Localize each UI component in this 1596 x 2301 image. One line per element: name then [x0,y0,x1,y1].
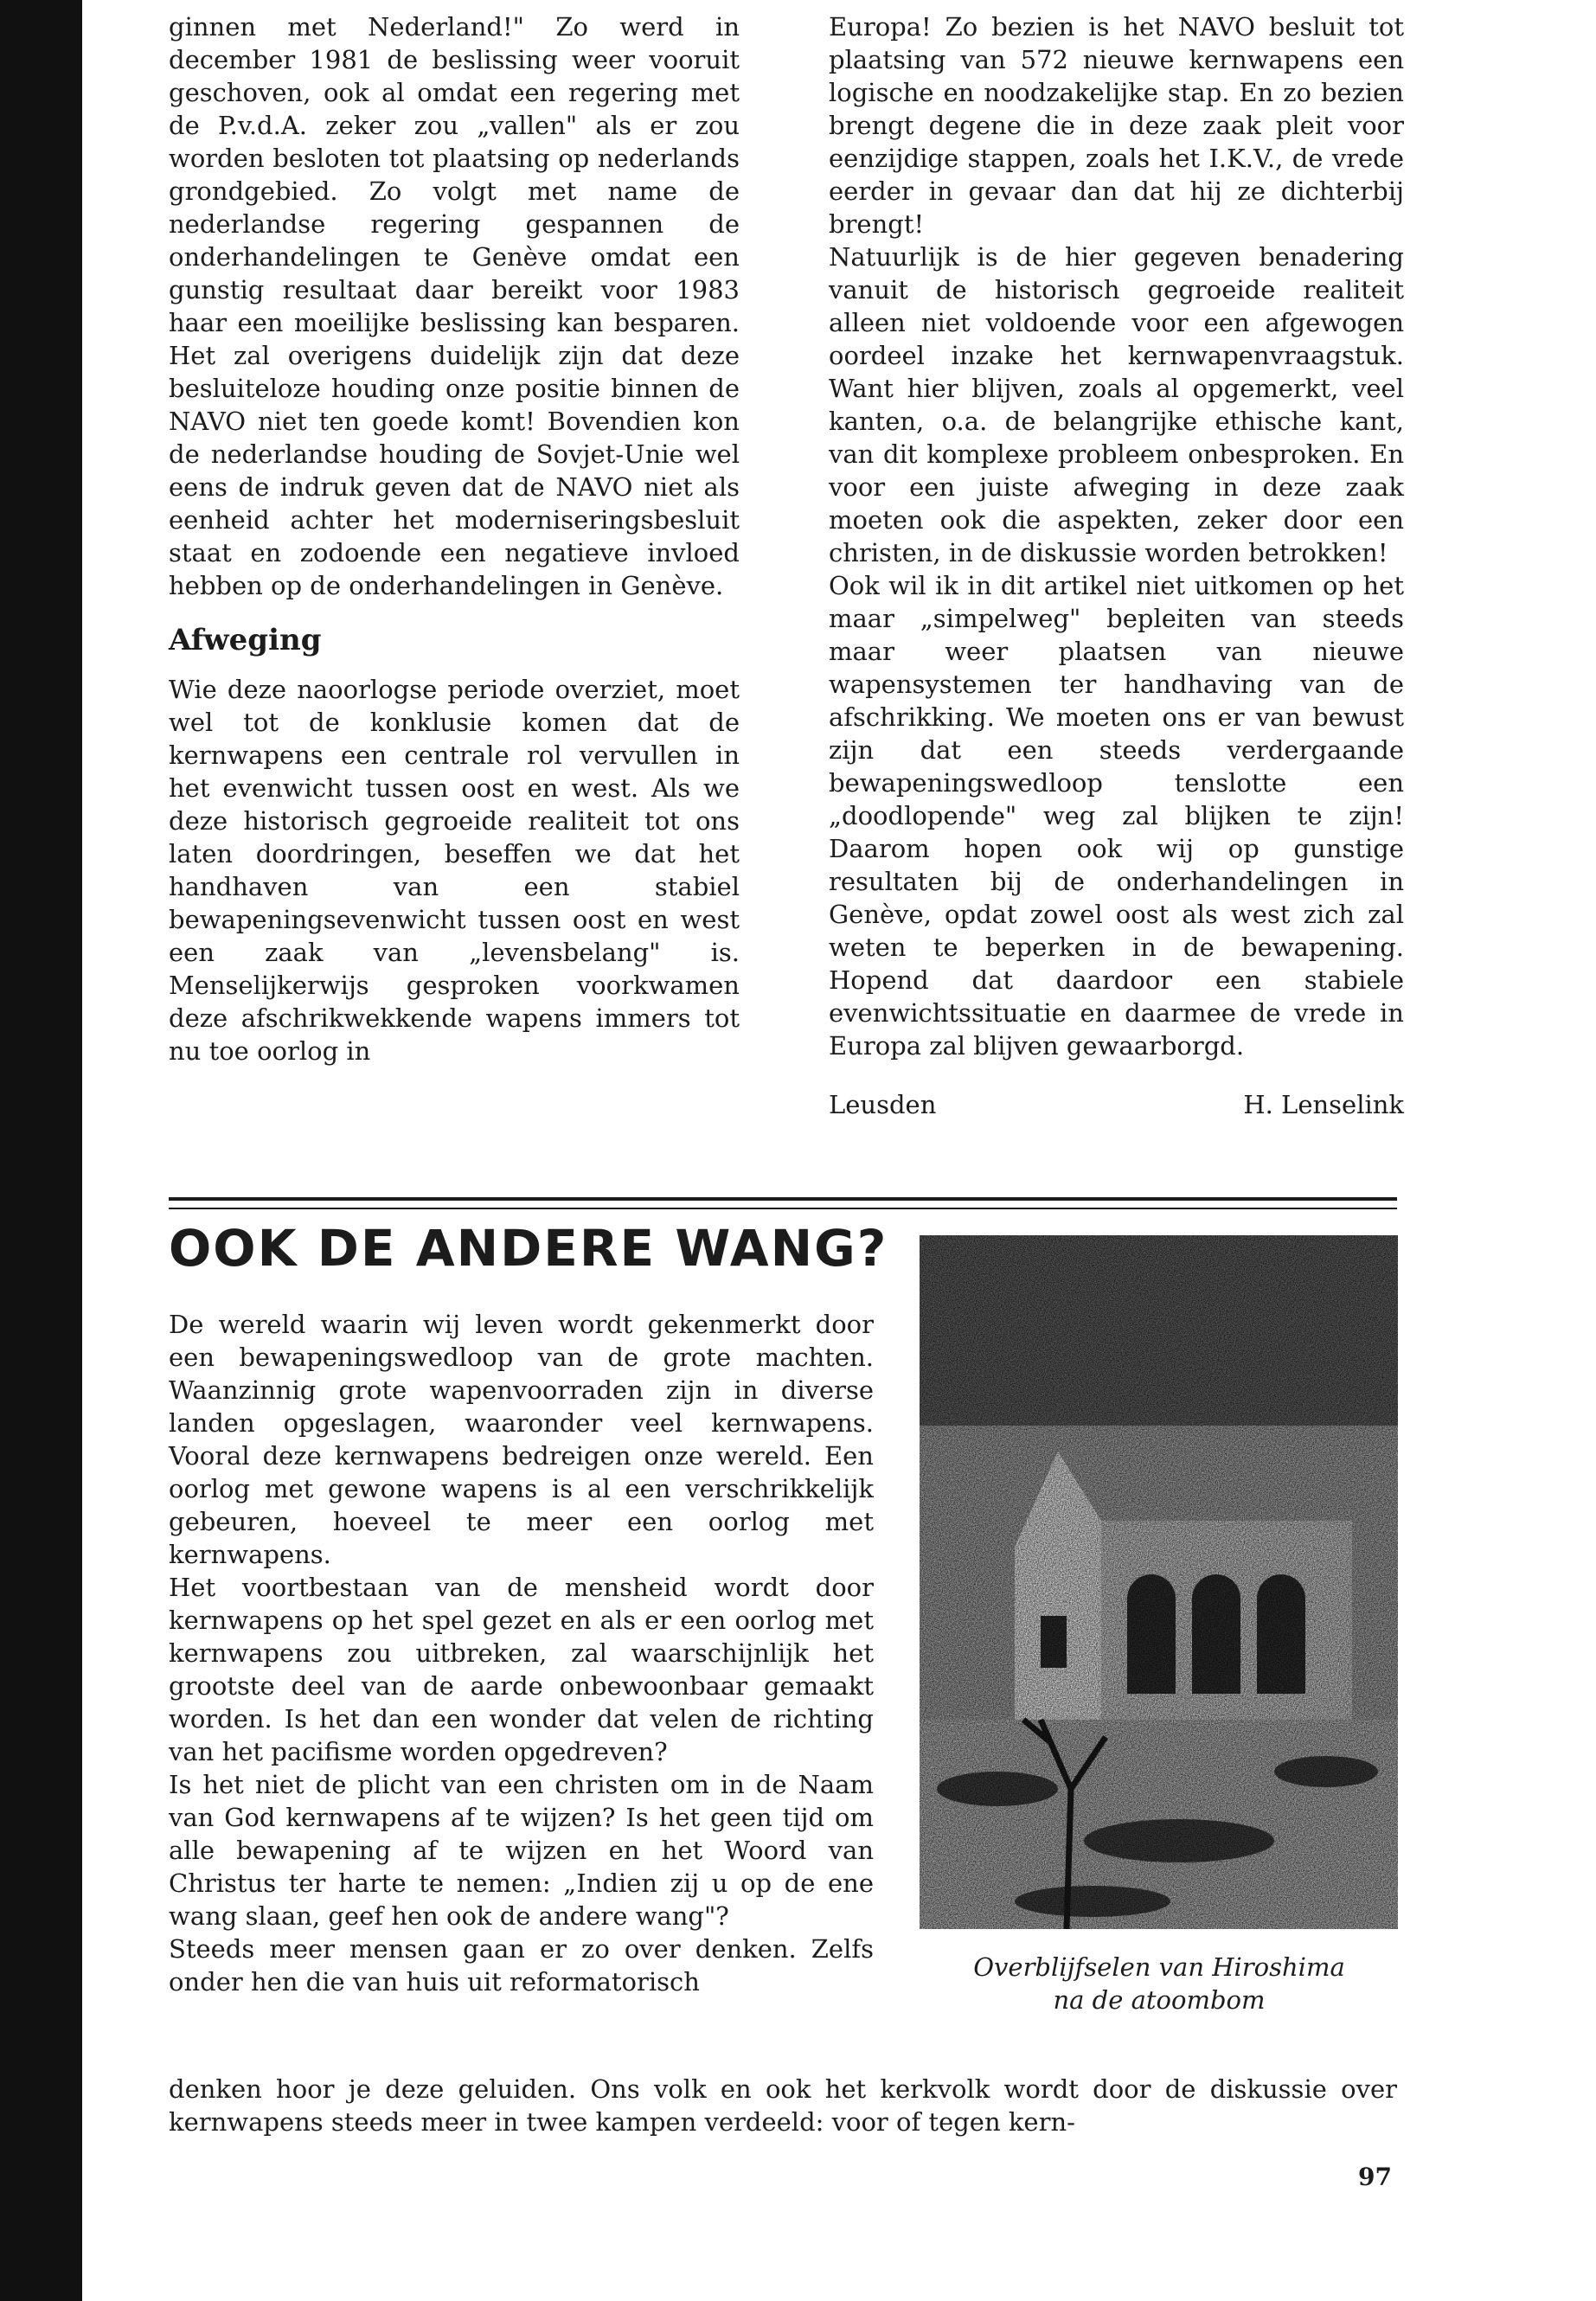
paragraph: Is het niet de plicht van een christen om in de Naam van God kernwapens af te wijzen? Is het geen tijd om alle bewapening af te wijzen en het Woord van Christus ter harte te nemen: „Indien zij u op de ene wang slaan, geef hen ook de andere wang"? [169,1770,874,1931]
paragraph: ginnen met Nederland!" Zo werd in december 1981 de beslissing weer vooruit geschoven, ook al omdat een regering met de P.v.d.A. zeker zou „vallen" als er zou worden besloten tot plaatsing op nederlands grondgebied. Zo volgt met name de nederlandse regering gespannen de onderhandelingen te Genève omdat een gunstig resultaat daar bereikt voor 1983 haar een moeilijke beslissing kan besparen. Het zal overigens duidelijk zijn dat deze besluiteloze houding onze positie binnen de NAVO niet ten goede komt! Bovendien kon de nederlandse houding de Sovjet-Unie wel eens de indruk geven dat de NAVO niet als eenheid achter het moderniseringsbesluit staat en zodoende een negatieve invloed hebben op de onderhandelingen in Genève. [169,12,740,600]
hiroshima-photo [920,1235,1398,1929]
paragraph: Ook wil ik in dit artikel niet uitkomen op het maar „simpelweg" bepleiten van steeds maar weer plaatsen van nieuwe wapensystemen ter handhaving van de afschrikking. We moeten ons er van bewust zijn dat een steeds verdergaande bewapeningswedloop tenslotte een „doodlopende" weg zal blijken te zijn! Daarom hopen ook wij op gunstige resultaten bij de onderhandelingen in Genève, opdat zowel oost als west zich zal weten te beperken in de bewapening. Hopend dat daardoor een stabiele evenwichtssituatie en daarmee de vrede in Europa zal blijven gewaarborgd. [829,571,1404,1061]
signature-place: Leusden [829,1090,937,1119]
signature-name: H. Lenselink [1243,1090,1404,1119]
section-divider [169,1197,1397,1209]
paragraph: Het voortbestaan van de mensheid wordt door kernwapens op het spel gezet en als er een oorlog met kernwapens zou uitbreken, zal waarschijnlijk het grootste deel van de aarde onbewoonbaar gemaakt worden. Is het dan een wonder dat velen de richting van het pacifisme worden opgedreven? [169,1573,874,1766]
paragraph: Natuurlijk is de hier gegeven benadering vanuit de historisch gegroeide realiteit alleen niet voldoende voor een afgewogen oordeel inzake het kernwapenvraagstuk. Want hier blijven, zoals al opgemerkt, veel kanten, o.a. de belangrijke ethische kant, van dit komplexe probleem onbesproken. En voor een juiste afweging in deze zaak moeten ook die aspekten, zeker door een christen, in de diskussie worden betrokken! [829,242,1404,567]
column-right [829,10,1404,1121]
paragraph: denken hoor je deze geluiden. Ons volk en ook het kerkvolk wordt door de diskussie over kernwapens steeds meer in twee kampen verdeeld: voor of tegen kern- [169,2074,1397,2137]
page-number: 97 [1358,2163,1392,2191]
subheading: Afweging [169,623,322,657]
paragraph: Wie deze naoorlogse periode overziet, moet wel tot de konklusie komen dat de kernwapens een centrale rol vervullen in het evenwicht tussen oost en west. Als we deze historisch gegroeide realiteit tot ons laten doordringen, beseffen we dat het handhaven van een stabiel bewapeningsevenwicht tussen oost en west een zaak van „levensbelang" is. Menselijkerwijs gesproken voorkwamen deze afschrikwekkende wapens immers tot nu toe oorlog in [169,675,740,1066]
article-title: OOK DE ANDERE WANG? [169,1219,888,1278]
paragraph: De wereld waarin wij leven wordt gekenmerkt door een bewapeningswedloop van de grote machten. Waanzinnig grote wapenvoorraden zijn in diverse landen opgeslagen, waaronder veel kernwapens. Vooral deze kernwapens bedreigen onze wereld. Een oorlog met gewone wapens is al een verschrikkelijk gebeuren, hoeveel te meer een oorlog met kernwapens. [169,1310,874,1569]
article-tail [169,2073,1397,2138]
photo-caption [904,1951,1414,2016]
binding-edge [0,0,82,2301]
column-left [169,10,740,1067]
caption-line: Overblijfselen van Hiroshima [973,1952,1345,1982]
caption-line: na de atoombom [1053,1985,1266,2015]
article-body [169,1308,874,1998]
paragraph: Steeds meer mensen gaan er zo over denken. Zelfs onder hen die van huis uit reformatorisch [169,1934,874,1997]
paragraph: Europa! Zo bezien is het NAVO besluit tot plaatsing van 572 nieuwe kernwapens een logische en noodzakelijke stap. En zo bezien brengt degene die in deze zaak pleit voor eenzijdige stappen, zoals het I.K.V., de vrede eerder in gevaar dan dat hij ze dichterbij brengt! [829,12,1404,239]
signature [829,1088,1404,1121]
ruins-image [920,1235,1398,1929]
